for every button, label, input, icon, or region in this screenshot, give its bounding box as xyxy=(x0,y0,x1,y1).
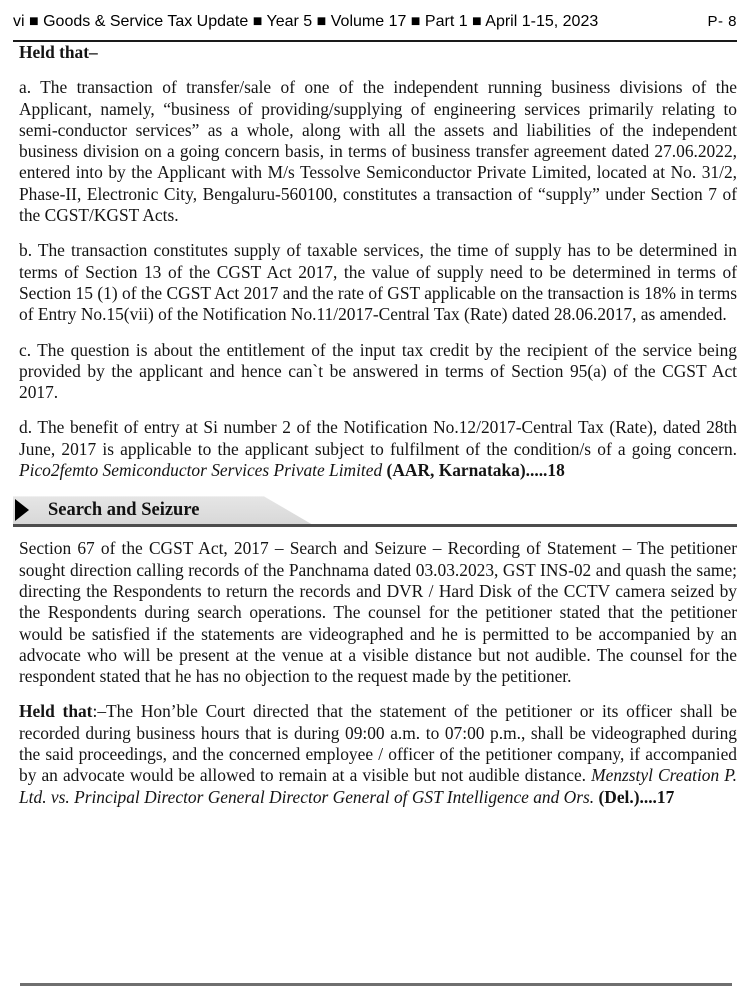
running-header xyxy=(13,12,737,42)
document-body xyxy=(19,42,737,808)
section-arrow-icon xyxy=(15,499,29,521)
section-banner xyxy=(13,496,313,524)
paragraph-held-two: Held that:–The Hon’ble Court directed that the statement of the petitioner or its officer shall be recorded during business hours that is during 09:00 a.m. to 07:00 p.m., shall be videographed during the said proceedings, and the concerned employee / officer of the petitioner company, if accompanied by an advocate would be allowed to remain at a visible but not audible distance. Menzstyl Creation P. Ltd. vs. Principal Director General Director General of GST Intelligence and Ors. (Del.)....17 xyxy=(19,701,738,807)
paragraph-d: d. The benefit of entry at Si number 2 of the Notification No.12/2017-Central Tax (Rate), dated 28th June, 2017 is applicable to the applicant subject to fulfilment of the condition/s of a going concern. Pico2femto Semiconductor Services Private Limited (AAR, Karnataka).....18 xyxy=(19,417,737,481)
section-divider xyxy=(13,524,737,527)
page-number: P- 8 xyxy=(707,13,737,30)
paragraph-search-seizure: Section 67 of the CGST Act, 2017 – Search and Seizure – Recording of Statement – The petitioner sought direction calling records of the Panchnama dated 03.03.2023, GST INS-02 and quash the same; directing the Respondents to return the records and DVR / Hard Disk of the CCTV camera seized by the Respondents during search operations. The counsel for the petitioner stated that the petitioner would be satisfied if the statements are videographed and he is permitted to be accompanied by an advocate who will be present at the venue at a visible distance but not audible. The counsel for the respondent stated that he has no objection to the request made by the petitioner. xyxy=(19,538,737,687)
paragraph-b: b. The transaction constitutes supply of taxable services, the time of supply has to be determined in terms of Section 13 of the CGST Act 2017, the value of supply need to be determined in terms of Section 15 (1) of the CGST Act 2017 and the rate of GST applicable on the transaction is 18% in terms of Entry No.15(vii) of the Notification No.11/2017-Central Tax (Rate) dated 28.06.2017, as amended. xyxy=(19,240,737,325)
section-title: Search and Seizure xyxy=(48,499,200,520)
paragraph-a: a. The transaction of transfer/sale of one of the independent running business divisions of the Applicant, namely, “business of providing/supplying of engineering services primarily relating to semi-conductor services” as a whole, along with all the assets and liabilities of the independent business division on a going concern basis, in terms of business transfer agreement dated 27.06.2022, entered into by the Applicant with M/s Tessolve Semiconductor Private Limited, located at No. 31/2, Phase-II, Electronic City, Bengaluru-560100, constitutes a transaction of “supply” under Section 7 of the CGST/KGST Acts. xyxy=(19,77,737,226)
paragraph-c: c. The question is about the entitlement of the input tax credit by the recipient of the service being provided by the applicant and hence can`t be answered in terms of Section 95(a) of the CGST Act 2017. xyxy=(19,339,737,403)
page-bottom-rule xyxy=(20,983,732,986)
held-that-heading: Held that– xyxy=(19,42,98,62)
header-title: vi ■ Goods & Service Tax Update ■ Year 5 ■ Volume 17 ■ Part 1 ■ April 1-15, 2023 xyxy=(13,13,599,30)
